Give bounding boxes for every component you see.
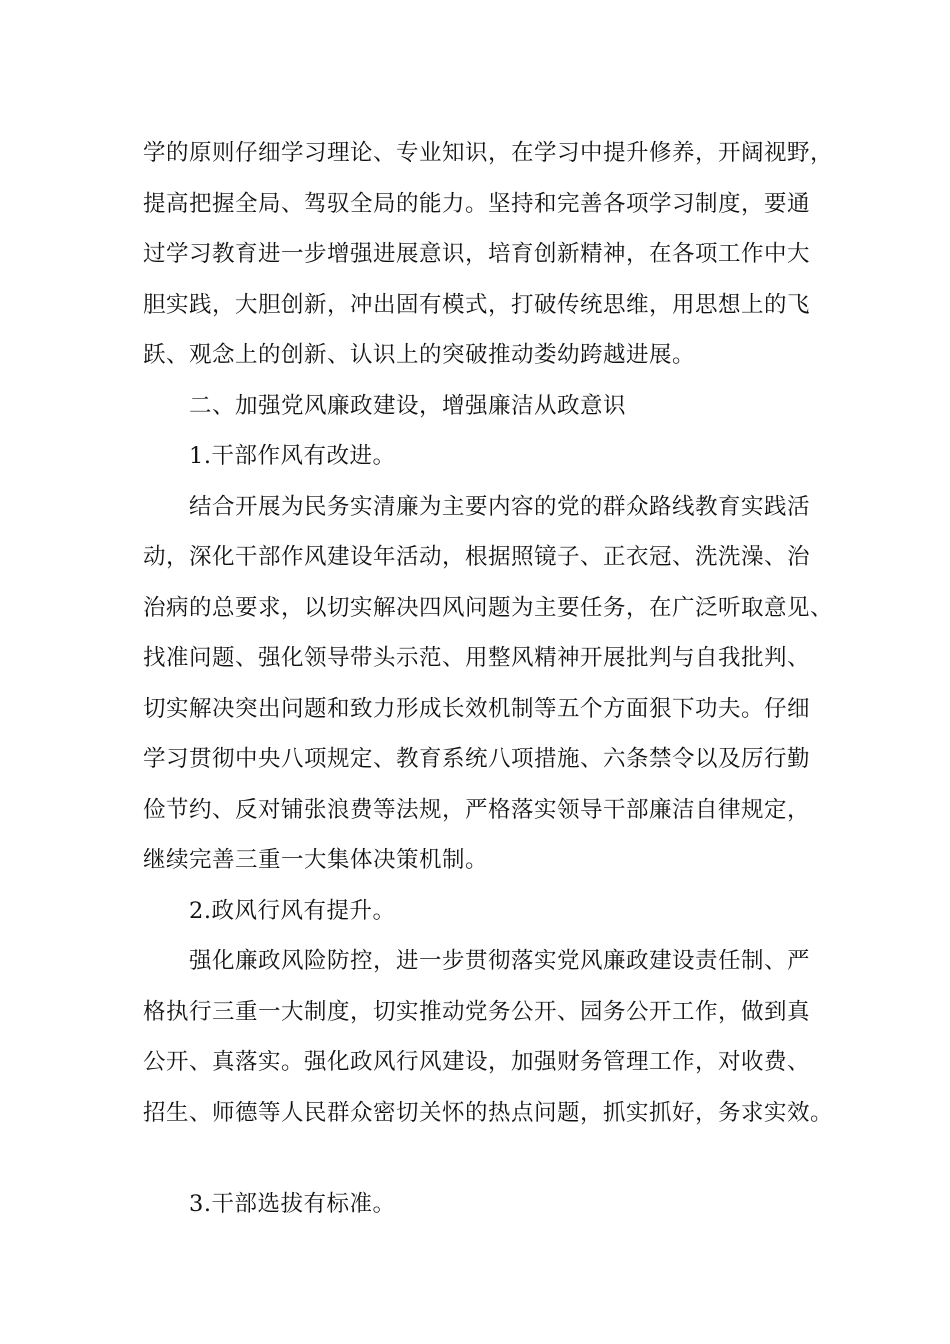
section-heading: 二、加强党风廉政建设，增强廉洁从政意识 bbox=[189, 392, 627, 419]
paragraph-line: 继续完善三重一大集体决策机制。 bbox=[143, 847, 489, 873]
paragraph-line: 切实解决突出问题和致力形成长效机制等五个方面狠下功夫。仔细 bbox=[143, 695, 811, 722]
subsection-heading: 1.干部作风有改进。 bbox=[189, 443, 396, 469]
document-body bbox=[143, 128, 834, 1230]
paragraph-line: 公开、真落实。强化政风行风建设，加强财务管理工作，对收费、 bbox=[143, 1049, 811, 1075]
blank-gap bbox=[143, 1138, 813, 1179]
paragraph-line: 治病的总要求，以切实解决四风问题为主要任务，在广泛听取意见、 bbox=[143, 594, 834, 621]
paragraph-line: 动，深化干部作风建设年活动，根据照镜子、正衣冠、洗洗澡、治 bbox=[143, 544, 811, 570]
paragraph-line: 提高把握全局、驾驭全局的能力。坚持和完善各项学习制度，要通 bbox=[143, 190, 811, 217]
subsection-heading: 2.政风行风有提升。 bbox=[189, 897, 396, 924]
paragraph-line: 俭节约、反对铺张浪费等法规，严格落实领导干部廉洁自律规定， bbox=[143, 796, 811, 823]
paragraph-line: 格执行三重一大制度，切实推动党务公开、园务公开工作，做到真 bbox=[143, 998, 811, 1025]
paragraph-line: 结合开展为民务实清廉为主要内容的党的群众路线教育实践活 bbox=[189, 493, 811, 520]
paragraph-line: 跃、观念上的创新、认识上的突破推动娄幼跨越进展。 bbox=[143, 342, 696, 368]
paragraph-line: 找准问题、强化领导带头示范、用整风精神开展批判与自我批判、 bbox=[143, 645, 811, 671]
subsection-heading: 3.干部选拔有标准。 bbox=[189, 1191, 396, 1217]
paragraph-line: 过学习教育进一步增强进展意识，培育创新精神，在各项工作中大 bbox=[143, 241, 811, 267]
paragraph-line: 强化廉政风险防控，进一步贯彻落实党风廉政建设责任制、严 bbox=[189, 948, 811, 974]
paragraph-line: 胆实践，大胆创新，冲出固有模式，打破传统思维，用思想上的飞 bbox=[143, 291, 811, 318]
paragraph-line: 学习贯彻中央八项规定、教育系统八项措施、六条禁令以及厉行勤 bbox=[143, 746, 811, 772]
paragraph-line: 招生、师德等人民群众密切关怀的热点问题，抓实抓好，务求实效。 bbox=[143, 1099, 834, 1126]
paragraph-line: 学的原则仔细学习理论、专业知识，在学习中提升修养，开阔视野， bbox=[143, 140, 834, 166]
